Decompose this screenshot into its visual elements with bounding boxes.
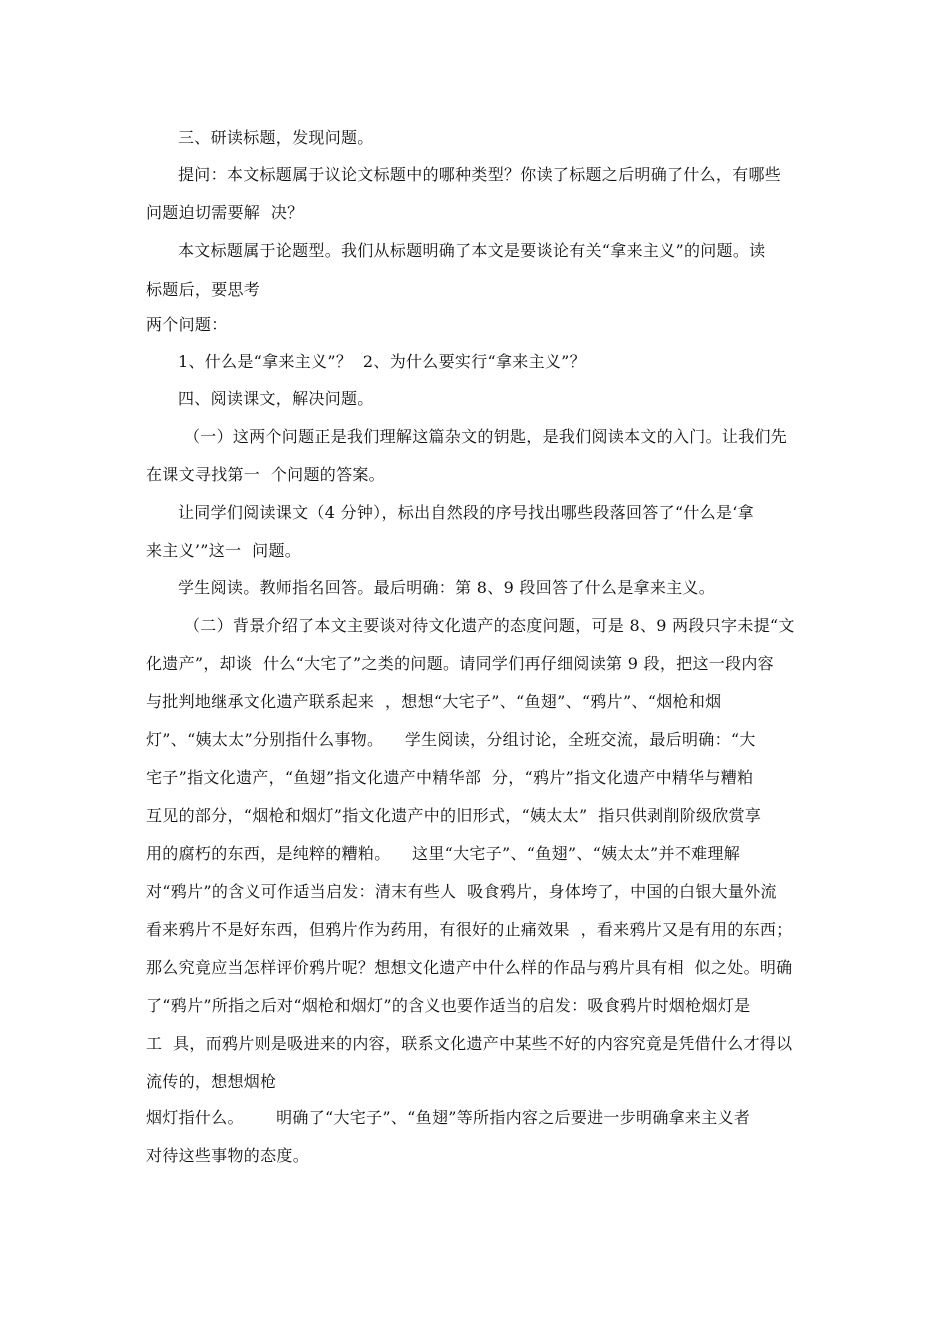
paragraph-line: 工 具，而鸦片则是吸进来的内容，联系文化遗产中某些不好的内容究竟是凭借什么才得以 (146, 1034, 793, 1053)
paragraph-line: 烟灯指什么。 明确了“大宅子”、“鱼翅”等所指内容之后要进一步明确拿来主义者 (146, 1108, 751, 1127)
paragraph-line: 1、什么是“拿来主义”？ 2、为什么要实行“拿来主义”？ (178, 352, 586, 371)
paragraph-line: 来主义’”这一 问题。 (146, 541, 302, 560)
paragraph-line: 学生阅读。教师指名回答。最后明确：第 8、9 段回答了什么是拿来主义。 (178, 578, 716, 597)
paragraph-line: 灯”、“姨太太”分别指什么事物。 学生阅读，分组讨论，全班交流，最后明确：“大 (146, 730, 756, 749)
paragraph-line: 用的腐朽的东西，是纯粹的糟粕。 这里“大宅子”、“鱼翅”、“姨太太”并不难理解 (146, 844, 741, 863)
paragraph-line: 宅子”指文化遗产，“鱼翅”指文化遗产中精华部 分，“鸦片”指文化遗产中精华与糟粕 (146, 768, 754, 787)
paragraph-line: 对“鸦片”的含义可作适当启发：清末有些人 吸食鸦片，身体垮了，中国的白银大量外流 (146, 882, 777, 901)
paragraph-line: 化遗产”，却谈 什么“大宅了”之类的问题。请同学们再仔细阅读第 9 段，把这一段内容 (146, 654, 774, 673)
paragraph-line: 那么究竟应当怎样评价鸦片呢？想想文化遗产中什么样的作品与鸦片具有相 似之处。明确 (146, 958, 793, 977)
paragraph-line: 对待这些事物的态度。 (146, 1146, 310, 1165)
section-heading-3: 三、研读标题，发现问题。 (178, 128, 374, 147)
section-heading-4: 四、阅读课文，解决问题。 (178, 389, 374, 408)
paragraph-line: 了“鸦片”所指之后对“烟枪和烟灯”的含义也要作适当的启发：吸食鸦片时烟枪烟灯是 (146, 996, 751, 1015)
paragraph-line: 标题后，要思考 (146, 280, 261, 299)
paragraph-line: 让同学们阅读课文（4 分钟），标出自然段的序号找出哪些段落回答了“什么是‘拿 (178, 503, 754, 522)
paragraph-line: 在课文寻找第一 个问题的答案。 (146, 465, 385, 484)
paragraph-line: 提问：本文标题属于议论文标题中的哪种类型？你读了标题之后明确了什么，有哪些 (178, 165, 782, 184)
paragraph-line: （一）这两个问题正是我们理解这篇杂文的钥匙，是我们阅读本文的入门。让我们先 (184, 427, 788, 446)
paragraph-line: 问题迫切需要解 决？ (146, 203, 304, 222)
paragraph-line: 流传的，想想烟枪 (146, 1072, 277, 1091)
paragraph-line: 两个问题： (146, 315, 228, 334)
paragraph-line: （二）背景介绍了本文主要谈对待文化遗产的态度问题，可是 8、9 两段只字未提“文 (184, 616, 795, 635)
paragraph-line: 与批判地继承文化遗产联系起来 ，想想“大宅子”、“鱼翅”、“鸦片”、“烟枪和烟 (146, 692, 722, 711)
paragraph-line: 互见的部分，“烟枪和烟灯”指文化遗产中的旧形式，“姨太太” 指只供剥削阶级欣赏享 (146, 806, 762, 825)
paragraph-line: 本文标题属于论题型。我们从标题明确了本文是要谈论有关“拿来主义”的问题。读 (178, 241, 766, 260)
paragraph-line: 看来鸦片不是好东西，但鸦片作为药用，有很好的止痛效果 ，看来鸦片又是有用的东西； (146, 920, 793, 939)
